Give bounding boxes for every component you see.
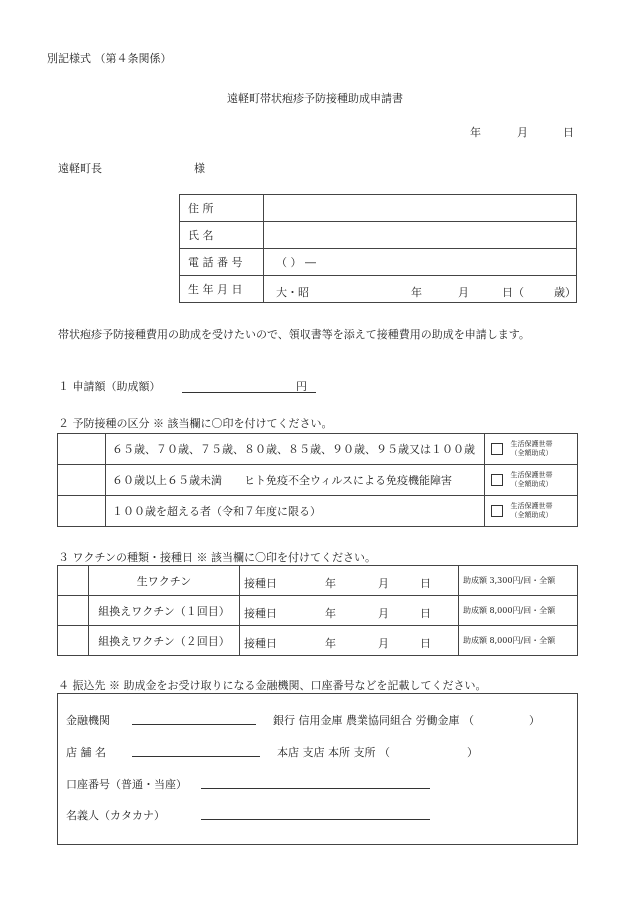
date-year: 年 — [325, 637, 336, 650]
subsidy-amount: 助成額 8,000円/回・全額 — [459, 626, 578, 656]
welfare-note-sub: （全額助成） — [510, 480, 553, 488]
welfare-note-sub: （全額助成） — [510, 449, 553, 457]
birth-month: 月 — [458, 286, 469, 299]
name-field[interactable] — [264, 222, 577, 249]
date-year: 年 — [325, 607, 336, 620]
welfare-cell[interactable] — [485, 496, 578, 527]
date-label: 接種日 — [244, 607, 277, 620]
welfare-note: 生活保護世帯 — [510, 502, 553, 510]
form-note: 別記様式 （第４条関係） — [47, 52, 172, 65]
holder-name-field[interactable] — [201, 819, 430, 820]
date-month-label: 月 — [517, 126, 528, 139]
date-label: 接種日 — [244, 577, 277, 590]
address-label: 住 所 — [180, 195, 264, 222]
phone-field[interactable]: （ ） ― — [264, 249, 577, 276]
welfare-note: 生活保護世帯 — [510, 440, 553, 448]
date-day: 日 — [420, 577, 431, 590]
welfare-checkbox[interactable] — [491, 474, 503, 486]
account-label: 口座番号（普通・当座） — [66, 778, 187, 791]
vaccine-mark-cell[interactable] — [58, 596, 89, 626]
date-day: 日 — [420, 637, 431, 650]
bank-options: 銀行 信用金庫 農業協同組合 労働金庫 （ ） — [273, 714, 540, 727]
date-year-label: 年 — [470, 126, 481, 139]
section3-label: ３ ワクチンの種類・接種日 ※ 該当欄に〇印を付けてください。 — [58, 551, 376, 564]
bank-name-field[interactable] — [132, 724, 256, 725]
vaccine-name: 組換えワクチン（１回目） — [89, 596, 240, 626]
page-title: 遠軽町帯状疱疹予防接種助成申請書 — [227, 92, 403, 105]
category-text: １００歳を超える者（令和７年度に限る） — [106, 496, 485, 527]
welfare-cell[interactable] — [485, 434, 578, 465]
category-mark-cell[interactable] — [58, 465, 106, 496]
statement: 帯状疱疹予防接種費用の助成を受けたいので、領収書等を添えて接種費用の助成を申請します。 — [58, 328, 530, 341]
birth-day: 日（ — [502, 286, 524, 299]
account-number-field[interactable] — [201, 788, 430, 789]
honorific: 様 — [194, 162, 205, 175]
name-label: 氏 名 — [180, 222, 264, 249]
bank-label: 金融機関 — [66, 714, 110, 727]
section2-label: ２ 予防接種の区分 ※ 該当欄に〇印を付けてください。 — [58, 417, 333, 430]
category-mark-cell[interactable] — [58, 496, 106, 527]
birth-year: 年 — [411, 286, 422, 299]
subsidy-amount: 助成額 8,000円/回・全額 — [459, 596, 578, 626]
amount-unit: 円 — [296, 380, 307, 393]
date-month: 月 — [378, 577, 389, 590]
branch-name-field[interactable] — [132, 756, 260, 757]
vaccine-mark-cell[interactable] — [58, 626, 89, 656]
section4-label: ４ 振込先 ※ 助成金をお受け取りになる金融機関、口座番号などを記載してください。 — [58, 679, 487, 692]
vaccine-name: 生ワクチン — [89, 566, 240, 596]
applicant-table — [179, 194, 577, 303]
welfare-checkbox[interactable] — [491, 505, 503, 517]
birth-age: 歳） — [554, 286, 576, 299]
date-day: 日 — [420, 607, 431, 620]
subsidy-amount: 助成額 3,300円/回・全額 — [459, 566, 578, 596]
branch-label: 店 舗 名 — [66, 746, 106, 759]
welfare-note: 生活保護世帯 — [510, 471, 553, 479]
phone-label: 電 話 番 号 — [180, 249, 264, 276]
date-label: 接種日 — [244, 637, 277, 650]
branch-options: 本店 支店 本所 支所 （ ） — [277, 746, 478, 759]
section1-label: １ 申請額（助成額） — [58, 380, 161, 393]
birth-era: 大・昭 — [276, 286, 309, 299]
birth-field[interactable] — [264, 276, 577, 303]
vaccine-name: 組換えワクチン（２回目） — [89, 626, 240, 656]
date-month: 月 — [378, 607, 389, 620]
category-text: ６５歳、７０歳、７５歳、８０歳、８５歳、９０歳、９５歳又は１００歳 — [106, 434, 485, 465]
vaccine-date-cell[interactable] — [240, 626, 459, 656]
date-year: 年 — [325, 577, 336, 590]
welfare-checkbox[interactable] — [491, 443, 503, 455]
category-table — [57, 433, 578, 527]
welfare-note-sub: （全額助成） — [510, 511, 553, 519]
date-month: 月 — [378, 637, 389, 650]
category-mark-cell[interactable] — [58, 434, 106, 465]
vaccine-mark-cell[interactable] — [58, 566, 89, 596]
vaccine-date-cell[interactable] — [240, 566, 459, 596]
holder-label: 名義人（カタカナ） — [66, 809, 165, 822]
welfare-cell[interactable] — [485, 465, 578, 496]
date-day-label: 日 — [563, 126, 574, 139]
birth-label: 生 年 月 日 — [180, 276, 264, 303]
vaccine-table — [57, 565, 578, 656]
addressee: 遠軽町長 — [58, 162, 102, 175]
bank-box — [57, 693, 578, 845]
vaccine-date-cell[interactable] — [240, 596, 459, 626]
address-field[interactable] — [264, 195, 577, 222]
category-text: ６０歳以上６５歳未満 ヒト免疫不全ウィルスによる免疫機能障害 — [106, 465, 485, 496]
